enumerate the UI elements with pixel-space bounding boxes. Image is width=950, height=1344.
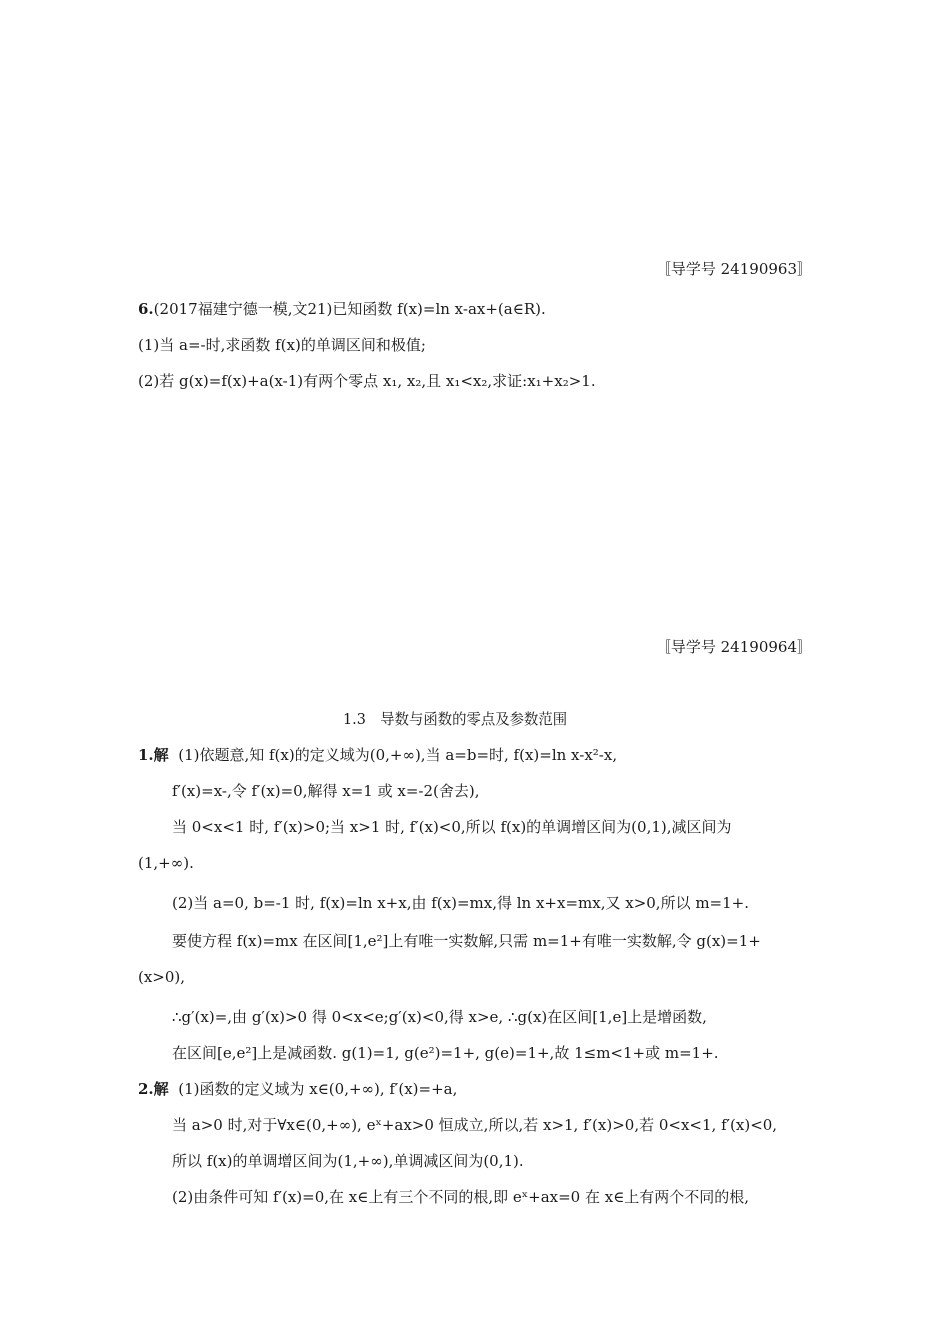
solution-1-text-1: (1)依题意,知 f(x)的定义域为(0,+∞),当 a=b=时, f(x)=ln x-x²-x,	[178, 746, 618, 764]
reference-number-2: 〚导学号 24190964〛	[655, 638, 812, 656]
solution-1-line-8: ∴g′(x)=,由 g′(x)>0 得 0<x<e;g′(x)<0,得 x>e, ∴g(x)在区间[1,e]上是增函数,	[172, 1008, 707, 1026]
solution-1-line-2: f′(x)=x-,令 f′(x)=0,解得 x=1 或 x=-2(舍去),	[172, 782, 480, 800]
solution-2-line-1	[138, 1078, 457, 1099]
solution-1-line-3: 当 0<x<1 时, f′(x)>0;当 x>1 时, f′(x)<0,所以 f(x)的单调增区间为(0,1),减区间为	[172, 818, 732, 836]
problem-6-text: (2017福建宁德一模,文21)已知函数 f(x)=ln x-ax+(a∈R).	[153, 300, 546, 318]
solution-1-line-5: (2)当 a=0, b=-1 时, f(x)=ln x+x,由 f(x)=mx,得 ln x+x=mx,又 x>0,所以 m=1+.	[172, 894, 750, 912]
problem-6-stem	[138, 298, 546, 319]
solution-1-line-9: 在区间[e,e²]上是减函数. g(1)=1, g(e²)=1+, g(e)=1+,故 1≤m<1+或 m=1+.	[172, 1044, 719, 1062]
solution-1-label: 1.解	[138, 746, 169, 764]
solution-2-line-4: (2)由条件可知 f′(x)=0,在 x∈上有三个不同的根,即 eˣ+ax=0 在 x∈上有两个不同的根,	[172, 1188, 750, 1206]
solution-1-line-4: (1,+∞).	[138, 854, 194, 872]
section-title: 1.3 导数与函数的零点及参数范围	[343, 710, 568, 728]
solution-2-label: 2.解	[138, 1080, 169, 1098]
problem-number: 6.	[138, 300, 154, 318]
solution-2-line-2: 当 a>0 时,对于∀x∈(0,+∞), eˣ+ax>0 恒成立,所以,若 x>1, f′(x)>0,若 0<x<1, f′(x)<0,	[172, 1116, 778, 1134]
solution-2-line-3: 所以 f(x)的单调增区间为(1,+∞),单调减区间为(0,1).	[172, 1152, 524, 1170]
solution-1-line-7: (x>0),	[138, 968, 186, 986]
problem-6-part-2: (2)若 g(x)=f(x)+a(x-1)有两个零点 x₁, x₂,且 x₁<x₂,求证:x₁+x₂>1.	[138, 372, 596, 390]
solution-2-text-1: (1)函数的定义域为 x∈(0,+∞), f′(x)=+a,	[178, 1080, 458, 1098]
solution-1-line-1	[138, 744, 617, 765]
solution-1-line-6: 要使方程 f(x)=mx 在区间[1,e²]上有唯一实数解,只需 m=1+有唯一实数解,令 g(x)=1+	[172, 932, 761, 950]
reference-number-1: 〚导学号 24190963〛	[655, 260, 812, 278]
problem-6-part-1: (1)当 a=-时,求函数 f(x)的单调区间和极值;	[138, 336, 426, 354]
